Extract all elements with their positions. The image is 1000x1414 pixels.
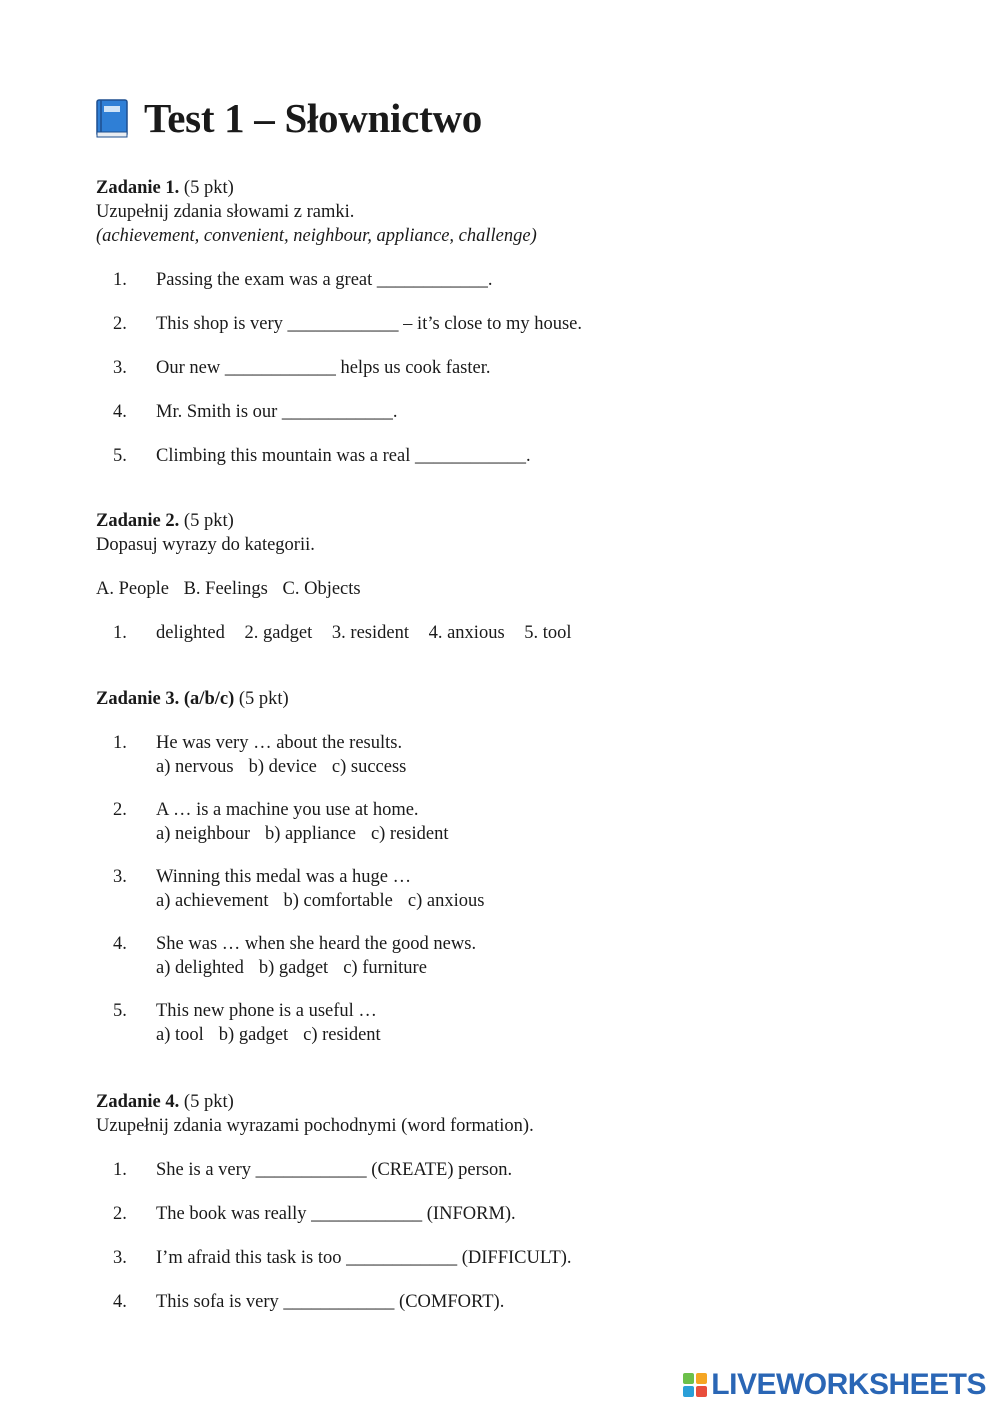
- word: 4. anxious: [428, 623, 505, 643]
- list-item: [96, 356, 956, 400]
- option: c) anxious: [407, 891, 485, 911]
- option: a) neighbour: [156, 824, 251, 844]
- item-number: 1.: [113, 623, 127, 643]
- option: a) delighted: [156, 958, 244, 978]
- list-item: [96, 400, 956, 444]
- logo-tile: [696, 1386, 707, 1397]
- option: b) gadget: [218, 1025, 289, 1045]
- logo-wordmark: LIVEWORKSHEETS: [711, 1368, 986, 1401]
- item-options: [156, 822, 956, 846]
- option: a) tool: [156, 1025, 204, 1045]
- option: c) resident: [303, 1025, 381, 1045]
- task-3-points: (5 pkt): [238, 689, 289, 709]
- item-text: She is a very ____________ (CREATE) person.: [156, 1160, 513, 1180]
- logo-tile: [696, 1373, 707, 1384]
- task-2-instruction: Dopasuj wyrazy do kategorii.: [96, 535, 315, 555]
- item-number: 2.: [113, 314, 127, 334]
- list-item: [96, 268, 956, 312]
- task-3-label: Zadanie 3. (a/b/c): [96, 689, 235, 709]
- list-item: [96, 999, 956, 1066]
- option: b) device: [248, 757, 317, 777]
- task-2-label: Zadanie 2.: [96, 511, 180, 531]
- option: c) success: [331, 757, 407, 777]
- option: c) resident: [370, 824, 449, 844]
- item-text: I’m afraid this task is too ____________ (DIFFICULT).: [156, 1248, 572, 1268]
- item-text: This new phone is a useful …: [156, 1001, 377, 1021]
- logo-tile: [683, 1373, 694, 1384]
- title-row: [96, 95, 482, 141]
- task-1: [96, 176, 956, 488]
- item-text: A … is a machine you use at home.: [156, 800, 419, 820]
- task-4-points: (5 pkt): [183, 1092, 234, 1112]
- item-options: [156, 1023, 956, 1047]
- task-4-instruction: Uzupełnij zdania wyrazami pochodnymi (word formation).: [96, 1116, 534, 1136]
- list-item: [96, 444, 956, 488]
- item-number: 2.: [113, 800, 127, 820]
- item-number: 5.: [113, 1001, 127, 1021]
- list-item: [96, 1202, 956, 1246]
- item-number: 1.: [113, 733, 127, 753]
- item-number: 5.: [113, 446, 127, 466]
- task-3-list: [96, 731, 956, 1066]
- task-4-header: [96, 1090, 956, 1114]
- word: 3. resident: [331, 623, 409, 643]
- item-number: 3.: [113, 867, 127, 887]
- item-options: [156, 956, 956, 980]
- list-item: [96, 621, 956, 645]
- logo-tile: [683, 1386, 694, 1397]
- task-1-word-box: (achievement, convenient, neighbour, appliance, challenge): [96, 226, 537, 246]
- category-label: A. People: [96, 579, 169, 599]
- item-number: 4.: [113, 402, 127, 422]
- category-label: C. Objects: [282, 579, 361, 599]
- word: delighted: [156, 623, 225, 643]
- item-text: This sofa is very ____________ (COMFORT).: [156, 1292, 505, 1312]
- item-options: [156, 755, 956, 779]
- item-number: 3.: [113, 358, 127, 378]
- list-item: [96, 731, 956, 798]
- item-number: 1.: [113, 1160, 127, 1180]
- list-item: [96, 1158, 956, 1202]
- logo-tiles-icon: [683, 1373, 707, 1397]
- list-item: [96, 932, 956, 999]
- option: b) comfortable: [283, 891, 393, 911]
- item-number: 4.: [113, 934, 127, 954]
- task-1-list: [96, 268, 956, 488]
- option: a) achievement: [156, 891, 269, 911]
- option: c) furniture: [343, 958, 427, 978]
- task-2-word-list: [96, 621, 956, 645]
- item-text: The book was really ____________ (INFORM).: [156, 1204, 516, 1224]
- task-1-instruction: Uzupełnij zdania słowami z ramki.: [96, 202, 355, 222]
- task-1-header: [96, 176, 956, 200]
- task-1-points: (5 pkt): [183, 178, 234, 198]
- task-4: [96, 1090, 956, 1334]
- list-item: [96, 312, 956, 356]
- option: b) gadget: [258, 958, 329, 978]
- task-1-label: Zadanie 1.: [96, 178, 180, 198]
- item-number: 4.: [113, 1292, 127, 1312]
- word: 5. tool: [524, 623, 572, 643]
- item-text: Our new ____________ helps us cook faster.: [156, 358, 491, 378]
- item-text: Winning this medal was a huge …: [156, 867, 412, 887]
- liveworksheets-logo[interactable]: [683, 1368, 986, 1402]
- list-item: [96, 865, 956, 932]
- task-3: [96, 687, 956, 1066]
- task-2-header: [96, 509, 956, 533]
- item-text: Passing the exam was a great ____________.: [156, 270, 493, 290]
- task-2: [96, 509, 956, 645]
- item-text: He was very … about the results.: [156, 733, 403, 753]
- item-number: 3.: [113, 1248, 127, 1268]
- item-number: 1.: [113, 270, 127, 290]
- word: 2. gadget: [244, 623, 313, 643]
- task-2-points: (5 pkt): [183, 511, 234, 531]
- item-number: 2.: [113, 1204, 127, 1224]
- task-3-header: [96, 687, 956, 711]
- item-options: [156, 889, 956, 913]
- category-label: B. Feelings: [183, 579, 268, 599]
- item-text: Mr. Smith is our ____________.: [156, 402, 398, 422]
- item-text: She was … when she heard the good news.: [156, 934, 477, 954]
- option: a) nervous: [156, 757, 234, 777]
- list-item: [96, 1290, 956, 1334]
- item-text: Climbing this mountain was a real ____________.: [156, 446, 531, 466]
- page-title: Test 1 – Słownictwo: [144, 95, 482, 141]
- option: b) appliance: [265, 824, 356, 844]
- item-text: This shop is very ____________ – it’s close to my house.: [156, 314, 582, 334]
- task-4-label: Zadanie 4.: [96, 1092, 180, 1112]
- task-4-list: [96, 1158, 956, 1334]
- task-2-categories: [96, 577, 956, 601]
- book-icon: [96, 99, 130, 139]
- list-item: [96, 798, 956, 865]
- list-item: [96, 1246, 956, 1290]
